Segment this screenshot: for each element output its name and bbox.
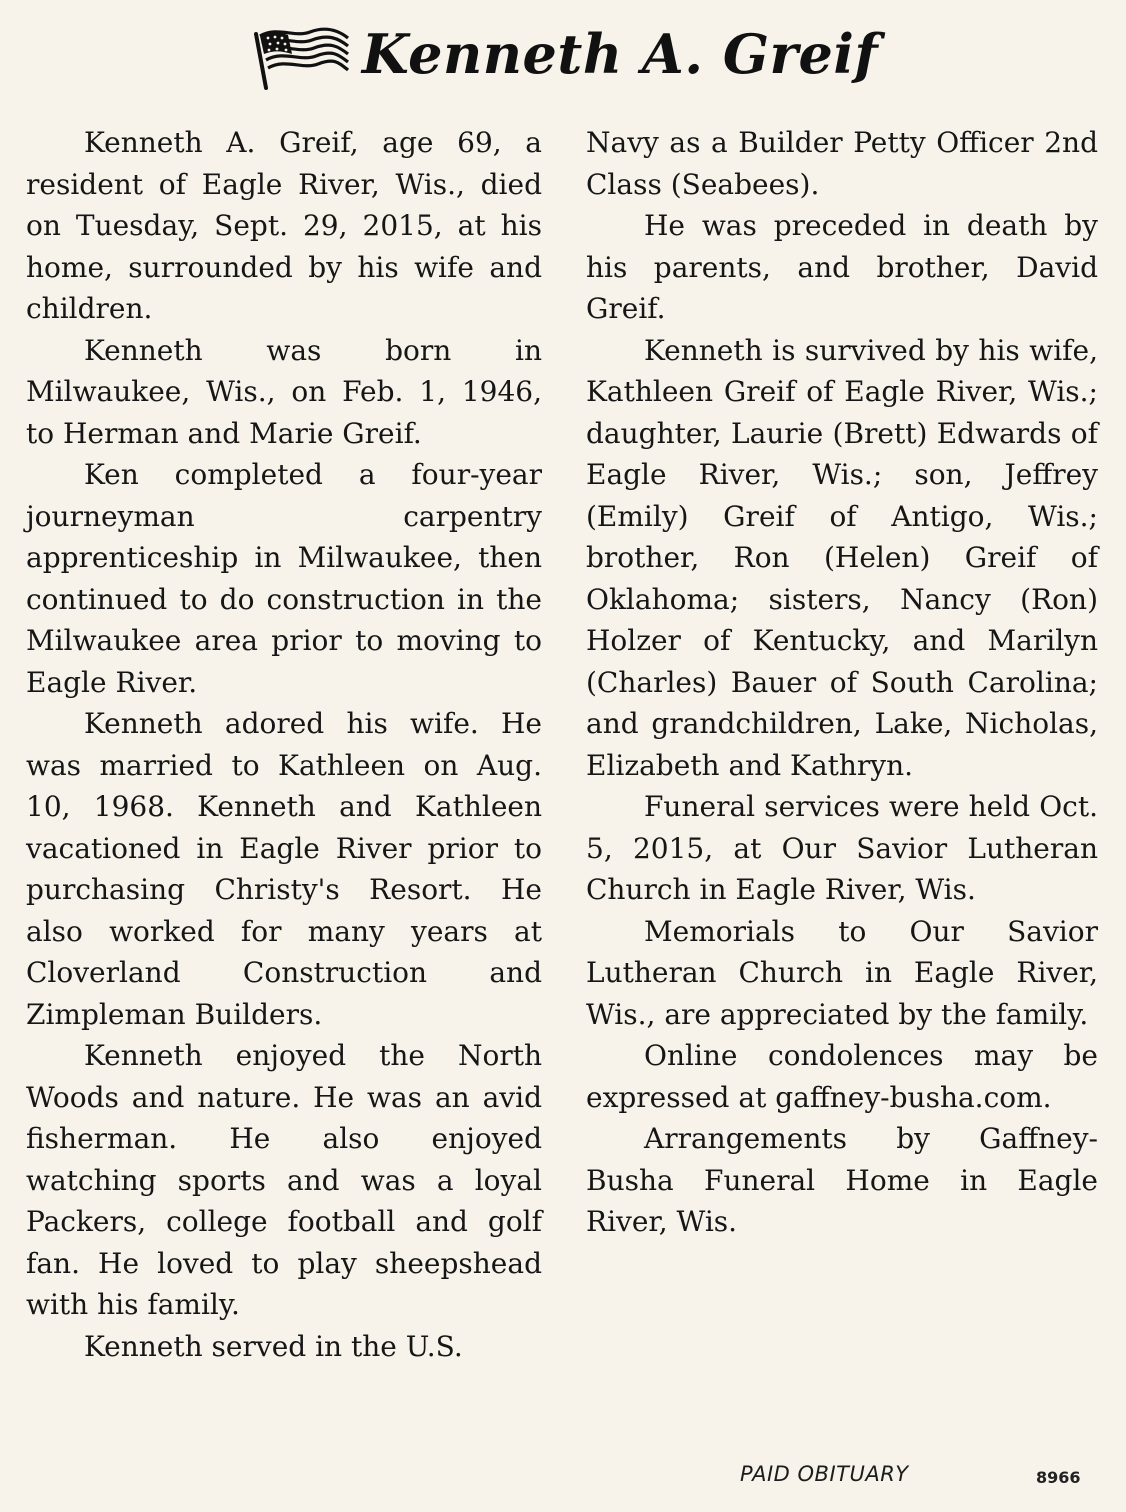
paragraph: Online condolences may be expressed at gaffney-busha.com. <box>586 1039 1098 1114</box>
paragraph: Kenneth enjoyed the North Woods and nature. He was an avid fisherman. He also enjoyed watching sports and was a loyal Packers, college football and golf fan. He loved to play sheepshead with his family. <box>26 1039 542 1321</box>
right-column <box>586 122 1098 1243</box>
paragraph: Arrangements by Gaffney-Busha Funeral Home in Eagle River, Wis. <box>586 1122 1098 1238</box>
paragraph: Kenneth served in the U.S. <box>84 1329 463 1363</box>
paragraph: Kenneth A. Greif, age 69, a resident of Eagle River, Wis., died on Tuesday, Sept. 29, 2015, at his home, surrounded by his wife and children. <box>26 126 542 325</box>
ad-number: 8966 <box>1036 1468 1081 1487</box>
paragraph: Kenneth was born in Milwaukee, Wis., on Feb. 1, 1946, to Herman and Marie Greif. <box>26 333 542 450</box>
american-flag-icon <box>248 24 352 90</box>
paid-obituary-label: PAID OBITUARY <box>740 1462 909 1486</box>
paragraph: Memorials to Our Savior Lutheran Church in Eagle River, Wis., are appreciated by the family. <box>586 914 1098 1031</box>
paragraph: Kenneth adored his wife. He was married to Kathleen on Aug. 10, 1968. Kenneth and Kathleen vacationed in Eagle River prior to purchasing Christy's Resort. He also worked for many years at Cloverland Construction and Zimpleman Builders. <box>26 707 542 1031</box>
paragraph: He was preceded in death by his parents, and brother, David Greif. <box>586 209 1098 325</box>
paragraph: Funeral services were held Oct. 5, 2015, at Our Savior Lutheran Church in Eagle River, Wis. <box>586 790 1098 906</box>
obituary-title: Kenneth A. Greif <box>361 22 879 86</box>
left-column <box>26 122 542 1367</box>
paragraph: Kenneth is survived by his wife, Kathleen Greif of Eagle River, Wis.; daughter, Laurie (Brett) Edwards of Eagle River, Wis.; son, Jeffrey (Emily) Greif of Antigo, Wis.; brother, Ron (Helen) Greif of Oklahoma; sisters, Nancy (Ron) Holzer of Kentucky, and Marilyn (Charles) Bauer of South Carolina; and grandchildren, Lake, Nicholas, Elizabeth and Kathryn. <box>586 333 1098 782</box>
paragraph-continued: Navy as a Builder Petty Officer 2nd Class (Seabees). <box>586 126 1098 201</box>
paragraph: Ken completed a four-year journeyman carpentry apprenticeship in Milwaukee, then continued to do construction in the Milwaukee area prior to moving to Eagle River. <box>26 458 542 699</box>
headline <box>0 8 1126 100</box>
